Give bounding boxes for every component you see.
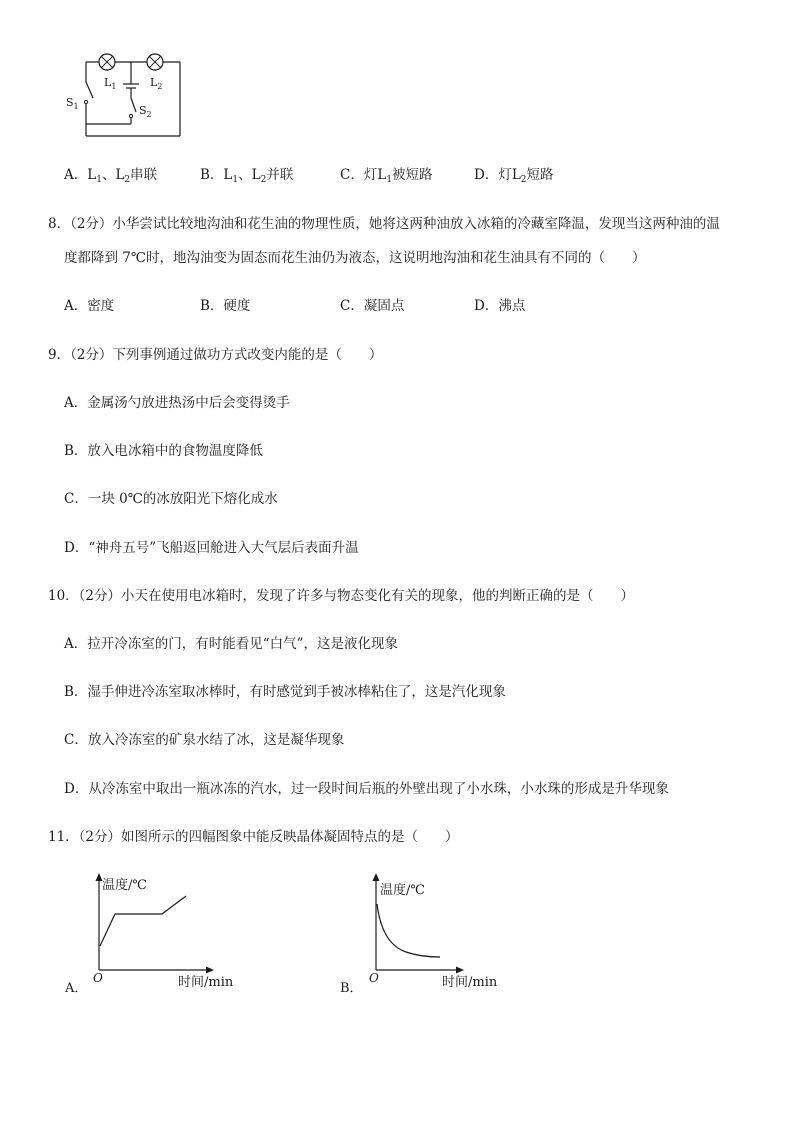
q7-option-d[interactable]: D．灯$L_2$短路 [474, 167, 554, 185]
label-l2: $L_2$ [150, 76, 163, 91]
q8-option-d[interactable]: D．沸点 [474, 298, 526, 314]
graph-b-letter: B． [340, 981, 363, 996]
q10-option-d[interactable]: D．从冷冻室中取出一瓶冰冻的汽水，过一段时间后瓶的外壁出现了小水珠，小水珠的形成是升华现象 [64, 781, 669, 797]
q10-option-c[interactable]: C．放入冷冻室的矿泉水结了冰，这是凝华现象 [64, 732, 345, 748]
q10-option-b[interactable]: B．湿手伸进冷冻室取冰棒时，有时感觉到手被冰棒粘住了，这是汽化现象 [64, 684, 506, 700]
label-s1: $S_1$ [66, 96, 79, 111]
graph-a-ylabel: 温度/℃ [102, 878, 147, 893]
graph-b-x-arrow-icon [456, 967, 464, 974]
q10-option-a[interactable]: A．拉开冷冻室的门，有时能看见“白气”，这是液化现象 [64, 636, 399, 652]
lamp-l1-icon [99, 54, 115, 70]
q9-stem: 9．（2分）下列事例通过做功方式改变内能的是（ ） [48, 347, 383, 363]
circuit-diagram [60, 48, 190, 140]
q8-option-c[interactable]: C．凝固点 [340, 298, 405, 314]
graph-a-origin: O [93, 971, 103, 985]
graph-b-ylabel: 温度/℃ [380, 883, 425, 898]
q7-option-a[interactable]: A．$L_1$、$L_2$串联 [64, 167, 158, 185]
q8-option-b[interactable]: B．硬度 [200, 298, 251, 314]
q7-option-b[interactable]: B．$L_1$、$L_2$并联 [200, 167, 294, 185]
q9-option-c[interactable]: C．一块 0℃的冰放阳光下熔化成水 [64, 491, 278, 507]
q11-stem: 11．（2分）如图所示的四幅图象中能反映晶体凝固特点的是（ ） [48, 829, 459, 845]
q9-option-d[interactable]: D．“神舟五号”飞船返回舱进入大气层后表面升温 [64, 540, 359, 556]
q8-option-a[interactable]: A．密度 [64, 298, 115, 314]
graph-a-letter: A． [65, 981, 88, 996]
graph-b-origin: O [369, 971, 379, 985]
graph-a-xlabel: 时间/min [178, 975, 234, 990]
graph-a-x-arrow-icon [206, 967, 214, 974]
q9-option-a[interactable]: A．金属汤勺放进热汤中后会变得烫手 [64, 395, 290, 411]
q7-option-c[interactable]: C．灯$L_1$被短路 [340, 167, 433, 185]
q8-stem-line2: 度都降到 7℃时，地沟油变为固态而花生油仍为液态，这说明地沟油和花生油具有不同的（ ） [64, 250, 646, 266]
graph-b-xlabel: 时间/min [442, 975, 498, 990]
q11-graph-b[interactable] [336, 868, 536, 998]
switch-s1-contact [84, 100, 87, 103]
q10-stem: 10．（2分）小天在使用电冰箱时，发现了许多与物态变化有关的现象，他的判断正确的是（ ） [48, 588, 635, 604]
graph-b-y-arrow-icon [373, 873, 380, 881]
label-l1: $L_1$ [104, 76, 117, 91]
graph-b-curve [377, 904, 440, 957]
label-s2: $S_2$ [139, 104, 152, 119]
lamp-l2-icon [147, 54, 163, 70]
q8-stem-line1: 8．（2分）小华尝试比较地沟油和花生油的物理性质，她将这两种油放入冰箱的冷藏室降温，发现当这两种油的温 [48, 216, 720, 232]
q11-graph-a[interactable] [60, 868, 260, 998]
graph-a-curve [100, 896, 186, 946]
q9-option-b[interactable]: B．放入电冰箱中的食物温度降低 [64, 443, 263, 459]
switch-s2-contact [129, 114, 132, 117]
